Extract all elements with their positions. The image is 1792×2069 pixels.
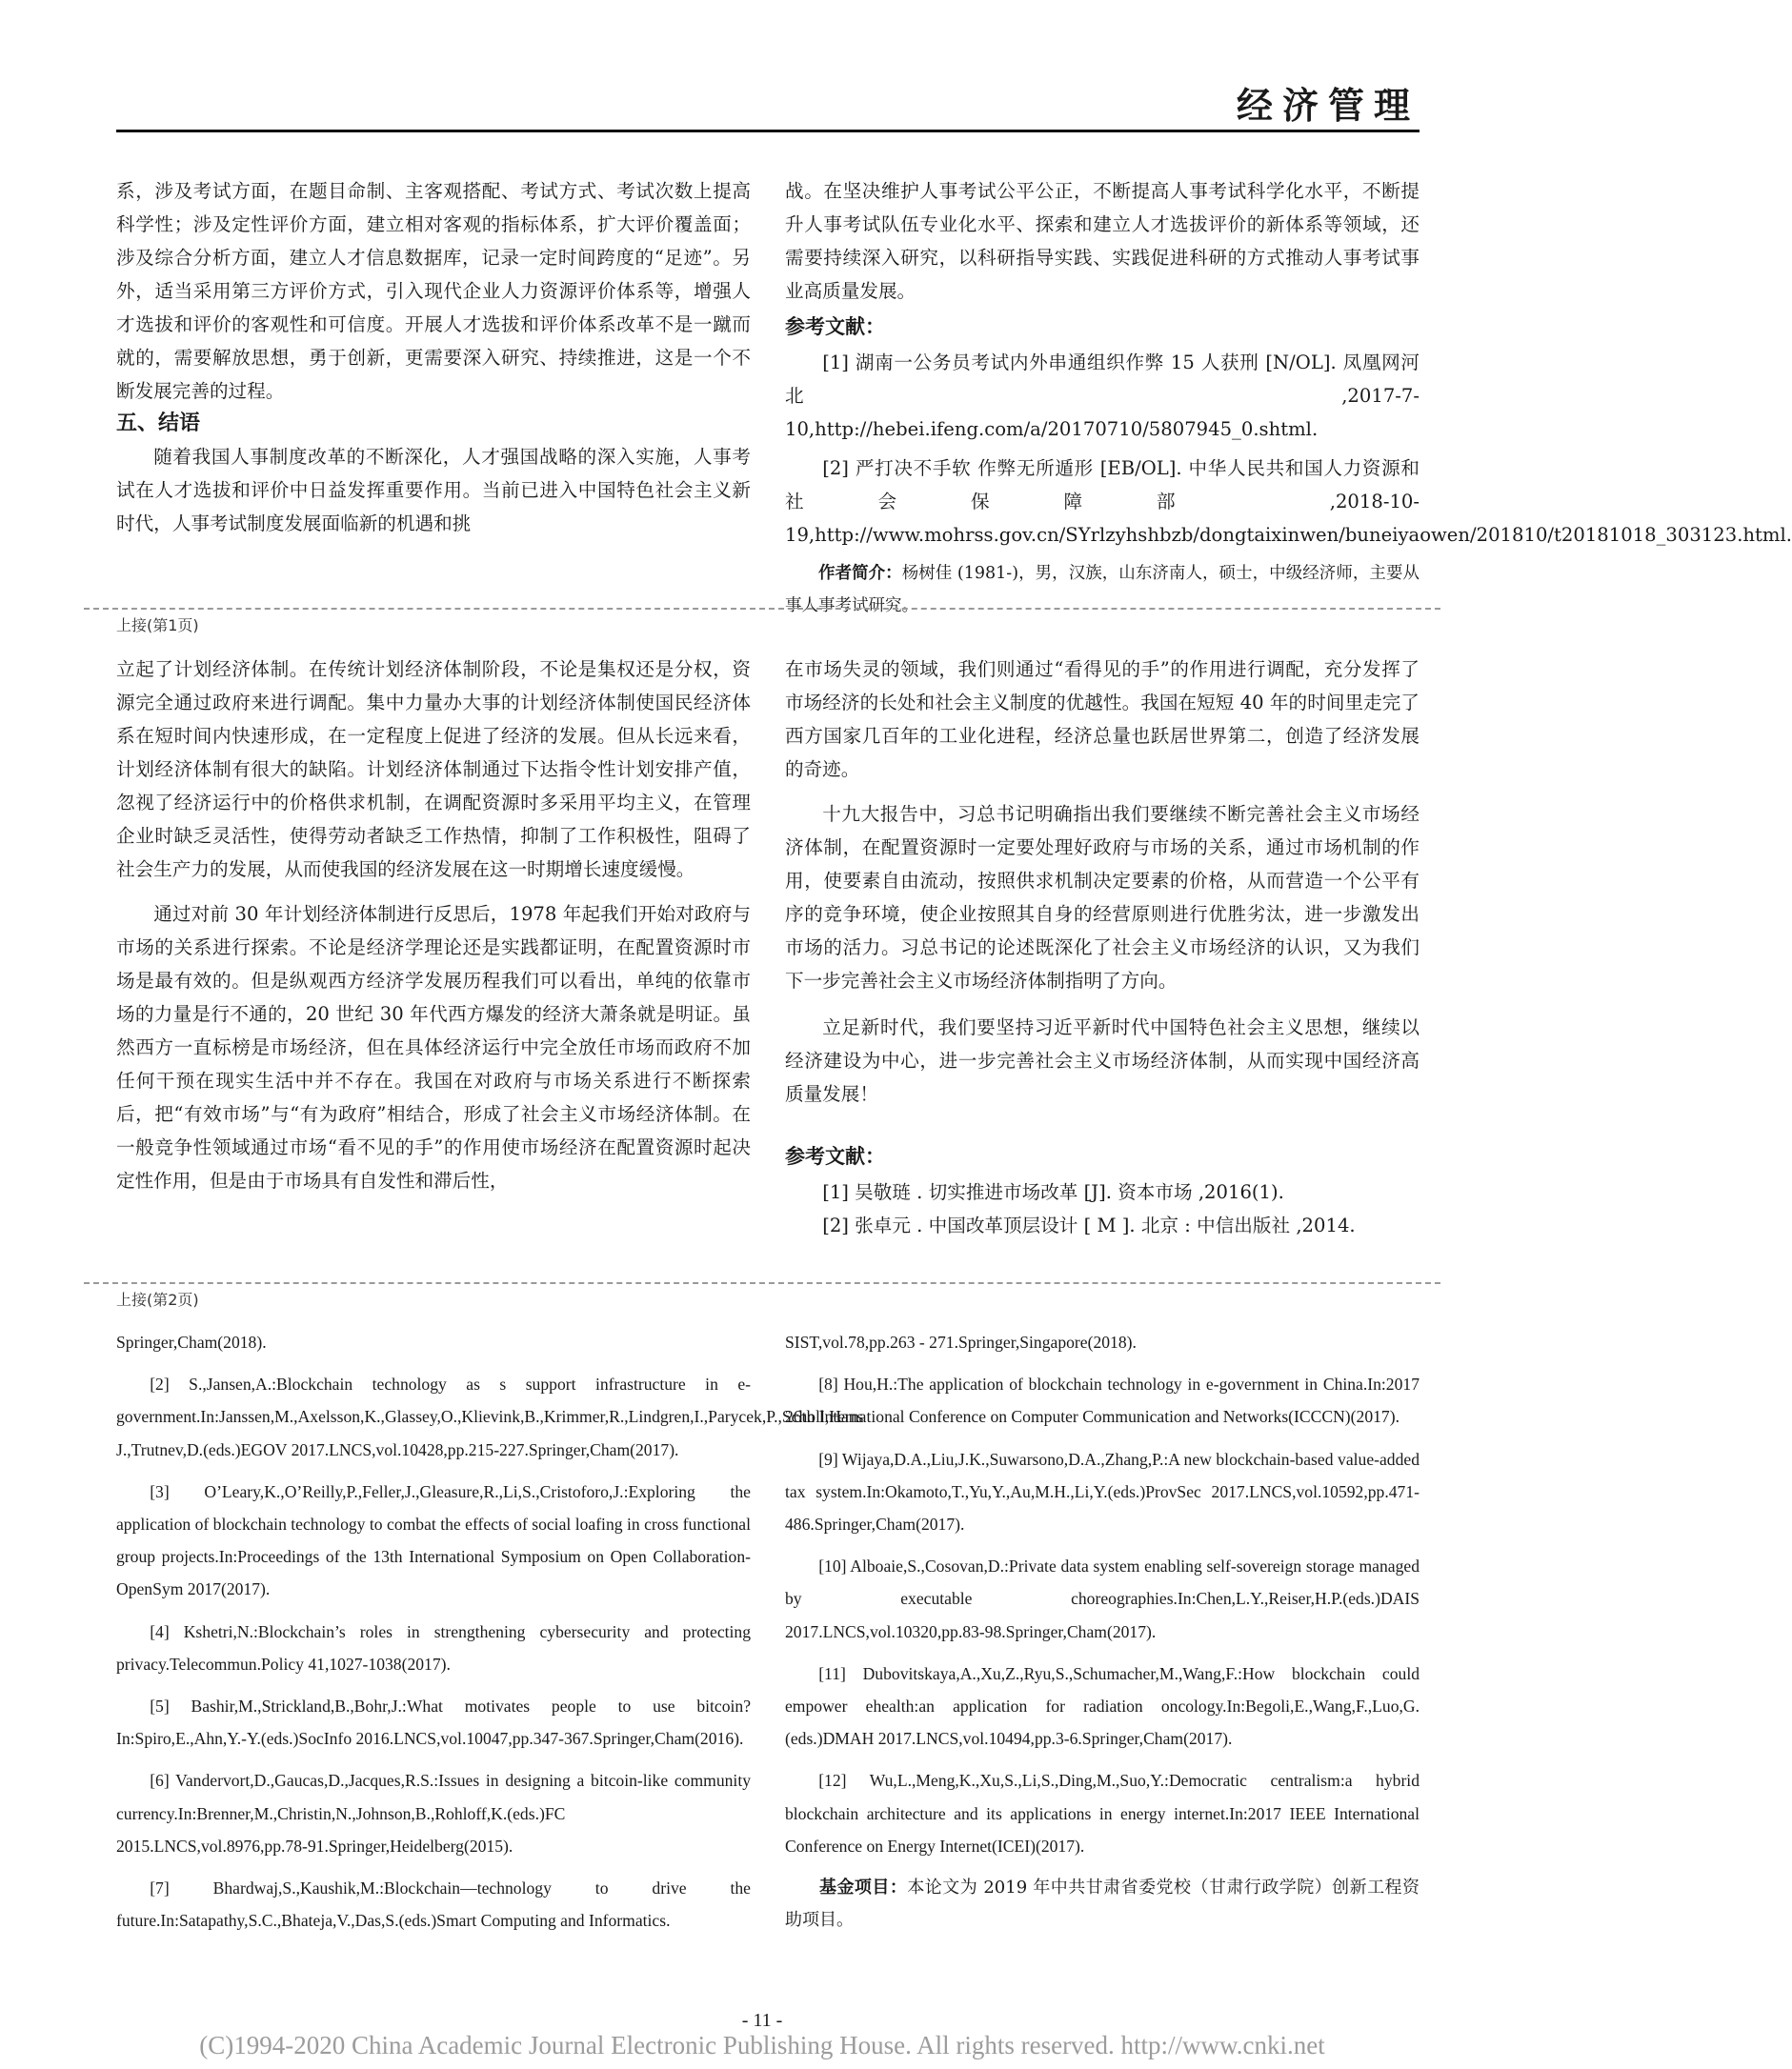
reference-item: [5] Bashir,M.,Strickland,B.,Bohr,J.:What motivates people to use bitcoin?In:Spiro,E.,Ahn,Y.-Y.(eds.)SocInfo 2016.LNCS,vol.10047,pp.347-367.Springer,Cham(2016). [116,1697,751,1749]
reference-item: [10] Alboaie,S.,Cosovan,D.:Private data system enabling self-sovereign storage managed by executable choreographies.In:Chen,L.Y.,Reiser,H.P.(eds.)DAIS 2017.LNCS,vol.10320,pp.83-98.Springer,Cham(2017). [785,1557,1420,1641]
top-section [116,174,1792,622]
fund-note [785,1872,1420,1937]
top-left-column [116,174,751,622]
middle-right-column [785,653,1420,1242]
paragraph: 在市场失灵的领域，我们则通过“看得见的手”的作用进行调配，充分发挥了市场经济的长处和社会主义制度的优越性。我国在短短 40 年的时间里走完了西方国家几百年的工业化进程，经济总量也跃居世界第二，创造了经济发展的奇迹。 [785,658,1420,780]
reference-item: SIST,vol.78,pp.263 - 271.Springer,Singapore(2018). [785,1333,1137,1352]
fund-text: 本论文为 2019 年中共甘肃省委党校（甘肃行政学院）创新工程资助项目。 [785,1878,1420,1931]
copyright-watermark: (C)1994-2020 China Academic Journal Electronic Publishing House. All rights reserved. http://www.cnki.net [199,2031,1325,2059]
reference-item: [1] 吴敬琏 . 切实推进市场改革 [J]. 资本市场 ,2016(1). [822,1181,1284,1203]
paragraph: 系，涉及考试方面，在题目命制、主客观搭配、考试方式、考试次数上提高科学性；涉及定性评价方面，建立相对客观的指标体系，扩大评价覆盖面；涉及综合分析方面，建立人才信息数据库，记录一定时间跨度的“足迹”。另外，适当采用第三方评价方式，引入现代企业人力资源评价体系等，增强人才选拔和评价的客观性和可信度。开展人才选拔和评价体系改革不是一蹴而就的，需要解放思想，勇于创新，更需要深入研究、持续推进，这是一个不断发展完善的过程。 [116,180,751,402]
paragraph: 立足新时代，我们要坚持习近平新时代中国特色社会主义思想，继续以经济建设为中心，进一步完善社会主义市场经济体制，从而实现中国经济高质量发展！ [785,1016,1420,1105]
references-title: 参考文献： [785,315,885,338]
reference-item: [2] 张卓元 . 中国改革顶层设计 [ M ]. 北京 : 中信出版社 ,2014. [822,1215,1356,1236]
reference-item: [2] S.,Jansen,A.:Blockchain technology as s support infrastructure in e-government.In:Janssen,M.,Axelsson,K.,Glassey,O.,Klievink,B.,Krimmer,R.,Lindgren,I.,Parycek,P.,Scholl,Hans J.,Trutnev,D.(eds.)EGOV 2017.LNCS,vol.10428,pp.215-227.Springer,Cham(2017). [116,1375,864,1459]
reference-item: [1] 湖南一公务员考试内外串通组织作弊 15 人获刑 [N/OL]. 凤凰网河北 ,2017-7-10,http://hebei.ifeng.com/a/20170710/5807945_0.shtml. [785,352,1420,440]
paragraph: 十九大报告中，习总书记明确指出我们要继续不断完善社会主义市场经济体制，在配置资源时一定要处理好政府与市场的关系，通过市场机制的作用，使要素自由流动，按照供求机制决定要素的价格，从而营造一个公平有序的竞争环境，使企业按照其自身的经营原则进行优胜劣汰，进一步激发出市场的活力。习总书记的论述既深化了社会主义市场经济的认识，又为我们下一步完善社会主义市场经济体制指明了方向。 [785,803,1420,992]
references-title: 参考文献： [785,1145,885,1168]
reference-item: Springer,Cham(2018). [116,1333,267,1352]
reference-item: [11] Dubovitskaya,A.,Xu,Z.,Ryu,S.,Schumacher,M.,Wang,F.:How blockchain could empower ehealth:an application for radiation oncology.In:Begoli,E.,Wang,F.,Luo,G.(eds.)DMAH 2017.LNCS,vol.10494,pp.3-6.Springer,Cham(2017). [785,1663,1420,1749]
continued-label: 上接(第1页) [116,616,199,634]
paragraph: 立起了计划经济体制。在传统计划经济体制阶段，不论是集权还是分权，资源完全通过政府来进行调配。集中力量办大事的计划经济体制使国民经济体系在短时间内快速形成，在一定程度上促进了经济的发展。但从长远来看，计划经济体制有很大的缺陷。计划经济体制通过下达指令性计划安排产值，忽视了经济运行中的价格供求机制，在调配资源时多采用平均主义，在管理企业时缺乏灵活性，使得劳动者缺乏工作热情，抑制了工作积极性，阻碍了社会生产力的发展，从而使我国的经济发展在这一时期增长速度缓慢。 [116,658,751,880]
continued-label: 上接(第2页) [116,1291,199,1309]
paragraph: 战。在坚决维护人事考试公平公正，不断提高人事考试科学化水平，不断提升人事考试队伍专业化水平、探索和建立人才选拔评价的新体系等领域，还需要持续深入研究，以科研指导实践、实践促进科研的方式推动人事考试事业高质量发展。 [785,180,1420,302]
middle-section [116,653,1420,1242]
divider [84,608,1440,610]
header-rule [116,130,1420,132]
reference-item: [2] 严打决不手软 作弊无所遁形 [EB/OL]. 中华人民共和国人力资源和社会保障部 ,2018-10-19,http://www.mohrss.gov.cn/SYrlzyhshbzb/dongtaixinwen/buneiyaowen/201810/t20181018_303123.html. [785,457,1792,546]
section-heading: 五、结语 [116,412,201,435]
paragraph: 随着我国人事制度改革的不断深化，人才强国战略的深入实施，人事考试在人才选拔和评价中日益发挥重要作用。当前已进入中国特色社会主义新时代，人事考试制度发展面临新的机遇和挑 [116,446,751,534]
reference-item: [7] Bhardwaj,S.,Kaushik,M.:Blockchain—technology to drive the future.In:Satapathy,S.C.,Bhateja,V.,Das,S.(eds.)Smart Computing and Informatics. [116,1878,751,1931]
reference-item: [6] Vandervort,D.,Gaucas,D.,Jacques,R.S.:Issues in designing a bitcoin-like community currency.In:Brenner,M.,Christin,N.,Johnson,B.,Rohloff,K.(eds.)FC 2015.LNCS,vol.8976,pp.78-91.Springer,Heidelberg(2015). [116,1771,751,1856]
author-label: 作者简介： [818,564,902,583]
reference-item: [8] Hou,H.:The application of blockchain technology in e-government in China.In:2017 26th International Conference on Computer Communication and Networks(ICCCN)(2017). [785,1375,1420,1427]
middle-left-column [116,653,751,1242]
top-right-column [785,174,1792,622]
divider [84,1282,1440,1284]
reference-item: [12] Wu,L.,Meng,K.,Xu,S.,Li,S.,Ding,M.,Suo,Y.:Democratic centralism:a hybrid blockchain architecture and its applications in energy internet.In:2017 IEEE International Conference on Energy Internet(ICEI)(2017). [785,1771,1420,1856]
journal-section-title: 经济管理 [1236,84,1420,127]
paragraph: 通过对前 30 年计划经济体制进行反思后，1978 年起我们开始对政府与市场的关系进行探索。不论是经济学理论还是实践都证明，在配置资源时市场是最有效的。但是纵观西方经济学发展历程我们可以看出，单纯的依靠市场的力量是行不通的，20 世纪 30 年代西方爆发的经济大萧条就是明证。虽然西方一直标榜是市场经济，但在具体经济运行中完全放任市场而政府不加任何干预在现实生活中并不存在。我国在对政府与市场关系进行不断探索后，把“有效市场”与“有为政府”相结合，形成了社会主义市场经济体制。在一般竞争性领域通过市场“看不见的手”的作用使市场经济在配置资源时起决定性作用，但是由于市场具有自发性和滞后性， [116,903,751,1192]
page-number: - 11 - [741,2010,783,2031]
bottom-right-column [785,1326,1420,1946]
author-note [785,557,1420,622]
reference-item: [4] Kshetri,N.:Blockchain’s roles in strengthening cybersecurity and protecting privacy.Telecommun.Policy 41,1027-1038(2017). [116,1621,751,1674]
fund-label: 基金项目： [819,1878,908,1898]
reference-item: [9] Wijaya,D.A.,Liu,J.K.,Suwarsono,D.A.,Zhang,P.:A new blockchain-based value-added tax system.In:Okamoto,T.,Yu,Y.,Au,M.H.,Li,Y.(eds.)ProvSec 2017.LNCS,vol.10592,pp.471-486.Springer,Cham(2017). [785,1449,1420,1535]
reference-item: [3] O’Leary,K.,O’Reilly,P.,Feller,J.,Gleasure,R.,Li,S.,Cristoforo,J.:Exploring the application of blockchain technology to combat the effects of social loafing in cross functional group projects.In:Proceedings of the 13th International Symposium on Open Collaboration-OpenSym 2017(2017). [116,1481,751,1599]
bottom-section [116,1326,1420,1946]
author-text: 杨树佳 (1981-)，男，汉族，山东济南人，硕士，中级经济师，主要从事人事考试研究。 [785,564,1420,615]
